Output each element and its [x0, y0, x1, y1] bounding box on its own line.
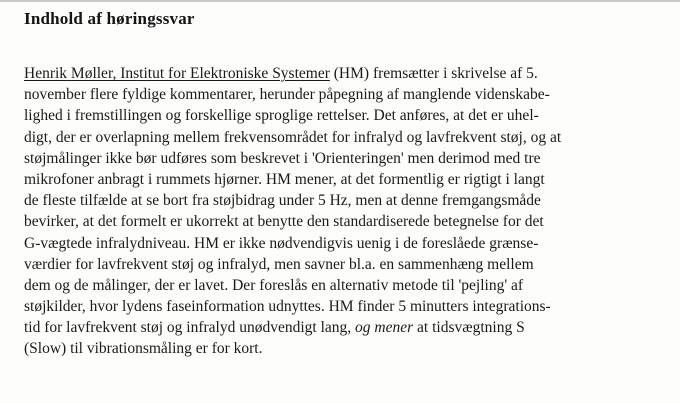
paragraph-line: mikrofoner anbragt i rummets hjørner. HM mener, at det formentlig er rigtigt i langt: [24, 170, 545, 188]
paragraph-line: bevirker, at det formelt er ukorrekt at benytte den standardiserede betegnelse for det: [24, 213, 544, 231]
paragraph-line: (Slow) til vibrationsmåling er for kort.: [24, 340, 263, 358]
italic-phrase: og mener: [355, 319, 414, 337]
body-paragraph: [24, 63, 664, 360]
page-top-edge: [0, 0, 680, 2]
paragraph-line: november flere fyldige kommentarer, herunder påpegning af manglende videnskabe-: [24, 86, 550, 104]
line-text: at tidsvægtning S: [413, 319, 525, 337]
paragraph-line: G-vægtede infralydniveau. HM er ikke nødvendigvis uenig i de foreslåede grænse-: [24, 234, 539, 252]
author-link[interactable]: Henrik Møller, Institut for Elektroniske Systemer: [24, 65, 330, 82]
paragraph-line: værdier for lavfrekvent støj og infralyd, men savner bl.a. en sammenhæng mellem: [24, 255, 534, 273]
paragraph-line: [24, 63, 664, 84]
section-heading: Indhold af høringssvar: [24, 9, 195, 28]
paragraph-line: [24, 317, 664, 338]
paragraph-line: lighed i fremstillingen og forskellige sproglige rettelser. Det anføres, at det er uhel-: [24, 107, 539, 125]
line-text: (HM) fremsætter i skrivelse af 5.: [329, 65, 538, 82]
paragraph-line: de fleste tilfælde at se bort fra støjbidrag under 5 Hz, men at denne fremgangsmåde: [24, 192, 541, 210]
paragraph-line: støjmålinger ikke bør udføres som beskrevet i 'Orienteringen' men derimod med tre: [24, 149, 541, 167]
paragraph-line: støjkilder, hvor lydens faseinformation udnyttes. HM finder 5 minutters integrations-: [24, 298, 551, 316]
paragraph-line: dem og de målinger, der er lavet. Der foreslås en alternativ metode til 'pejling' af: [24, 276, 524, 294]
line-text: tid for lavfrekvent støj og infralyd unødvendigt lang,: [24, 319, 356, 337]
paragraph-line: digt, der er overlapning mellem frekvensområdet for infralyd og lavfrekvent støj, og at: [24, 128, 562, 146]
